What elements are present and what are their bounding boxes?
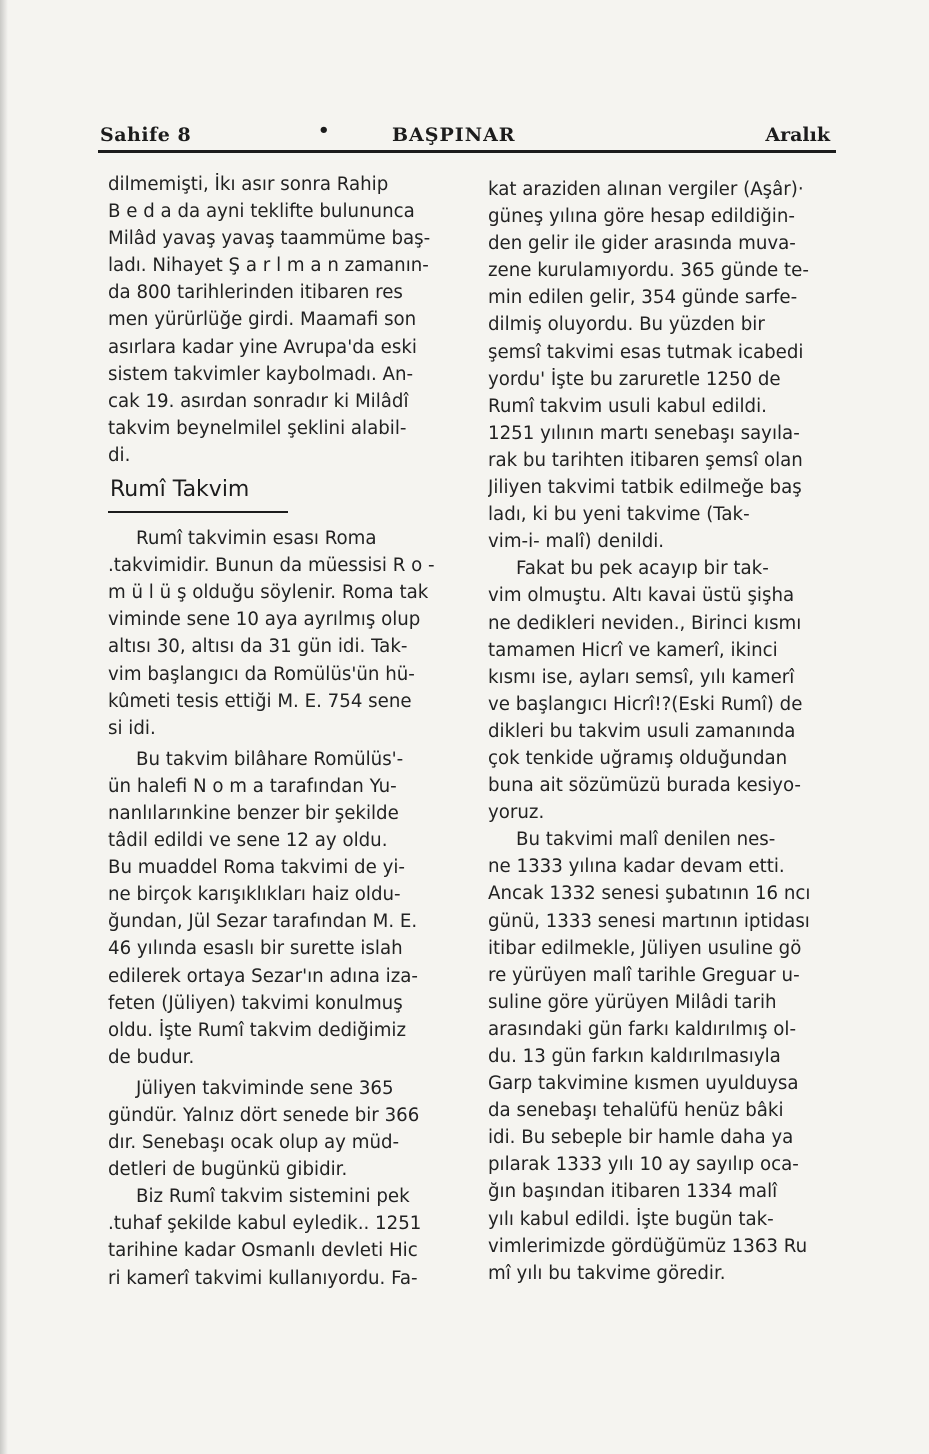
paragraph — [108, 171, 450, 469]
text-line: Ancak 1332 senesi şubatının 16 ncı — [488, 883, 811, 905]
paragraph — [488, 555, 852, 826]
text-line: 1251 yılının martı senebaşı sayıla- — [488, 422, 800, 444]
text-line: Bu takvim bilâhare Romülüs'- — [136, 748, 404, 770]
paragraph — [488, 826, 852, 1287]
text-line: men yürürlüğe girdi. Maamafi son — [108, 309, 417, 331]
header-rule — [98, 150, 836, 153]
text-line: zene kurulamıyordu. 365 günde te- — [488, 260, 809, 282]
text-line: Jüliyen takviminde sene 365 — [136, 1077, 394, 1099]
text-line: da 800 tarihlerinden itibaren res — [108, 282, 403, 304]
text-line: m ü l ü ş olduğu söylenir. Roma tak — [108, 582, 429, 604]
text-line: çok tenkide uğramış olduğundan — [488, 747, 788, 769]
text-line: Jiliyen takvimi tatbik edilmeğe baş — [488, 477, 802, 499]
right-column — [488, 176, 852, 1287]
text-line: dilmemişti, İkı asır sonra Rahip — [108, 174, 389, 195]
text-line: feten (Jüliyen) takvimi konulmuş — [108, 992, 403, 1014]
text-line: ün halefi N o m a tarafından Yu- — [108, 775, 397, 797]
text-line: vim-i- malî) denildi. — [488, 531, 665, 553]
text-line: ve başlangıcı Hicrî!?(Eski Rumî) de — [488, 693, 803, 715]
paragraph — [488, 176, 852, 555]
text-line: buna ait sözümüzü burada kesiyo- — [488, 775, 801, 797]
left-column — [108, 171, 450, 1292]
paragraph — [108, 1183, 450, 1291]
section-title-underline — [108, 511, 288, 513]
text-line: viminde sene 10 aya ayrılmış olup — [108, 609, 421, 631]
text-line: kısmı ise, ayları semsî, yılı kamerî — [488, 666, 795, 688]
text-line: ne birçok karışıklıkları haiz oldu- — [108, 884, 401, 906]
text-line: ne dedikleri neviden., Birinci kısmı — [488, 612, 802, 634]
text-line: 46 yılında esaslı bir surette islah — [108, 938, 403, 960]
page-header — [100, 120, 830, 154]
text-line: de budur. — [108, 1046, 195, 1068]
text-line: ğundan, Jül Sezar tarafından M. E. — [108, 911, 418, 933]
text-line: detleri de bugünkü gibidir. — [108, 1159, 348, 1181]
text-line: .tuhaf şekilde kabul eyledik.. 1251 — [108, 1213, 422, 1235]
text-line: dır. Senebaşı ocak olup ay müd- — [108, 1132, 400, 1154]
text-line: si idi. — [108, 717, 156, 739]
text-line: ladı. Nihayet Ş a r l m a n zamanın- — [108, 255, 429, 277]
text-line: dikleri bu takvim usuli zamanında — [488, 720, 796, 742]
text-line: asırlara kadar yine Avrupa'da eski — [108, 336, 417, 358]
text-line: tâdil edildi ve sene 12 ay oldu. — [108, 830, 388, 852]
text-line: ladı, ki bu yeni takvime (Tak- — [488, 504, 750, 526]
text-line: vim olmuştu. Altı kavai üstü şişha — [488, 585, 795, 607]
text-line: vimlerimizde gördüğümüz 1363 Ru — [488, 1235, 808, 1257]
text-line: yılı kabul edildi. İşte bugün tak- — [488, 1208, 774, 1230]
page-edge-shadow — [0, 0, 8, 1454]
text-line: edilerek ortaya Sezar'ın adına iza- — [108, 965, 418, 987]
text-line: Bu muaddel Roma takvimi de yi- — [108, 857, 405, 879]
text-line: Biz Rumî takvim sistemini pek — [136, 1186, 410, 1208]
text-line: Rumî takvimin esası Roma — [136, 528, 377, 550]
text-line: itibar edilmekle, Jüliyen usuline gö — [488, 937, 802, 959]
text-line: di. — [108, 444, 131, 466]
text-line: rak bu tarihten itibaren şemsî olan — [488, 449, 803, 471]
text-line: oldu. İşte Rumî takvim dediğimiz — [108, 1019, 407, 1041]
header-bullet: • — [318, 120, 330, 141]
text-line: yordu' İşte bu zaruretle 1250 de — [488, 368, 781, 390]
paragraph — [108, 746, 450, 1071]
publication-name: BAŞPINAR — [392, 124, 516, 146]
text-line: altısı 30, altısı da 31 gün idi. Tak- — [108, 636, 408, 658]
text-line: Milâd yavaş yavaş taammüme baş- — [108, 228, 431, 250]
text-line: suline göre yürüyen Milâdi tarih — [488, 991, 777, 1013]
text-line: den gelir ile gider arasında muva- — [488, 233, 796, 255]
text-line: nanlılarınkine benzer bir şekilde — [108, 802, 399, 824]
page-number: Sahife 8 — [100, 124, 192, 146]
text-line: takvim beynelmilel şeklini alabil- — [108, 417, 407, 439]
text-line: arasındaki gün farkı kaldırılmış ol- — [488, 1018, 797, 1040]
text-line: idi. Bu sebeple bir hamle daha ya — [488, 1127, 794, 1149]
section-title: Rumî Takvim — [110, 477, 250, 503]
text-line: mî yılı bu takvime göredir. — [488, 1262, 726, 1284]
text-line: da senebaşı tehalüfü henüz bâki — [488, 1100, 784, 1122]
text-line: ğın başından itibaren 1334 malî — [488, 1181, 778, 1203]
text-line: cak 19. asırdan sonradır ki Milâdî — [108, 390, 409, 412]
text-line: pılarak 1333 yılı 10 ay sayılıp oca- — [488, 1154, 799, 1176]
text-line: vim başlangıcı da Romülüs'ün hü- — [108, 663, 415, 685]
text-line: şemsî takvimi esas tutmak icabedi — [488, 341, 804, 363]
issue-month: Aralık — [765, 124, 830, 146]
text-line: ri kamerî takvimi kullanıyordu. Fa- — [108, 1267, 418, 1289]
text-line: tarihine kadar Osmanlı devleti Hic — [108, 1240, 418, 1262]
text-line: kat araziden alınan vergiler (Aşâr)· — [488, 179, 804, 200]
paragraph — [108, 1075, 450, 1183]
text-line: tamamen Hicrî ve kamerî, ikinci — [488, 639, 778, 661]
text-line: du. 13 gün farkın kaldırılmasıyla — [488, 1046, 781, 1067]
text-line: min edilen gelir, 354 günde sarfe- — [488, 287, 798, 309]
text-line: güneş yılına göre hesap edildiğin- — [488, 206, 795, 228]
text-line: günü, 1333 senesi martının iptidası — [488, 910, 810, 932]
text-line: Rumî takvim usuli kabul edildi. — [488, 395, 767, 417]
text-line: ne 1333 yılına kadar devam etti. — [488, 856, 785, 878]
text-line: Bu takvimi malî denilen nes- — [516, 829, 776, 851]
text-line: sistem takvimler kaybolmadı. An- — [108, 363, 414, 385]
text-line: gündür. Yalnız dört senede bir 366 — [108, 1105, 420, 1126]
text-line: kûmeti tesis ettiği M. E. 754 sene — [108, 690, 412, 712]
text-line: dilmiş oluyordu. Bu yüzden bir — [488, 314, 765, 336]
text-line: .takvimidir. Bunun da müessisi R o - — [108, 555, 435, 577]
text-line: Fakat bu pek acayıp bir tak- — [516, 558, 769, 580]
text-line: yoruz. — [488, 802, 545, 824]
text-line: re yürüyen malî tarihle Greguar u- — [488, 964, 800, 986]
paragraph — [108, 525, 450, 742]
text-line: B e d a da ayni teklifte bulununca — [108, 201, 415, 223]
text-line: Garp takvimine kısmen uyulduysa — [488, 1073, 799, 1095]
